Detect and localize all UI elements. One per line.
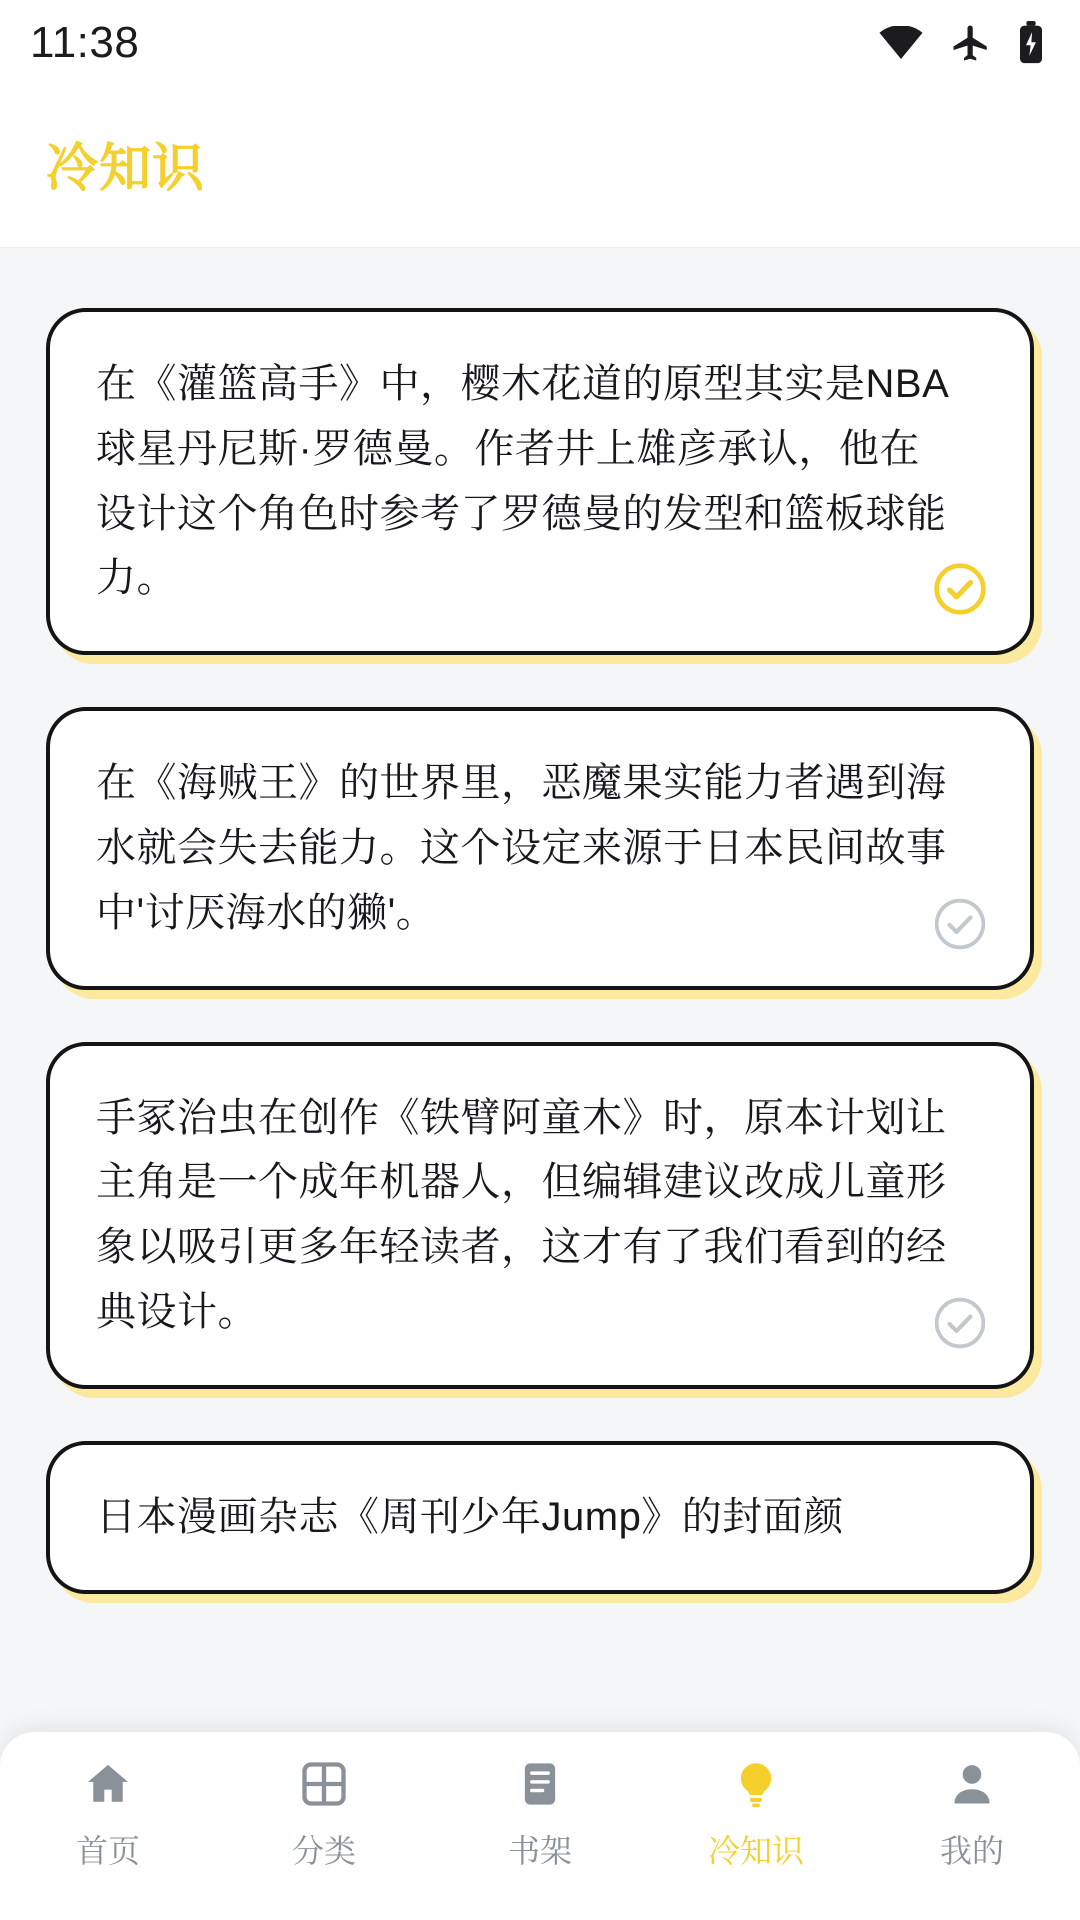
tab-label: 我的 [939,1833,1004,1869]
home-icon [82,1758,134,1810]
grid-icon [298,1758,350,1810]
fact-text: 在《海贼王》的世界里，恶魔果实能力者遇到海水就会失去能力。这个设定来源于日本民间故事中'讨厌海水的獭'。 [96,761,947,935]
airplane-mode-icon [950,22,992,64]
tab-profile[interactable] [864,1758,1080,1872]
fact-card[interactable] [46,308,1034,655]
check-circle-icon[interactable] [932,896,988,952]
tab-label: 分类 [291,1833,356,1869]
wifi-icon [878,26,924,60]
fact-card[interactable] [46,1042,1034,1389]
person-icon [946,1758,998,1810]
app-header [0,86,1080,248]
tab-label: 冷知识 [707,1833,804,1869]
bottom-navigation [0,1732,1080,1920]
status-icon-group [878,21,1044,65]
tab-home[interactable] [0,1758,216,1872]
fact-card[interactable] [46,707,1034,989]
status-time: 11:38 [30,18,140,67]
fact-text: 日本漫画杂志《周刊少年Jump》的封面颜 [96,1494,844,1539]
tab-facts[interactable] [648,1758,864,1872]
tab-bookshelf[interactable] [432,1758,648,1872]
fact-card[interactable] [46,1441,1034,1594]
fact-text: 手冢治虫在创作《铁臂阿童木》时，原本计划让主角是一个成年机器人，但编辑建议改成儿童形象以吸引更多年轻读者，这才有了我们看到的经典设计。 [96,1095,947,1334]
tab-label: 书架 [507,1833,572,1869]
lightbulb-icon [730,1758,782,1810]
fact-list[interactable] [0,248,1080,1920]
tab-categories[interactable] [216,1758,432,1872]
battery-charging-icon [1018,21,1044,65]
tab-label: 首页 [75,1833,140,1869]
check-circle-icon[interactable] [932,561,988,617]
page-title: 冷知识 [46,140,206,198]
check-circle-icon[interactable] [932,1295,988,1351]
book-icon [514,1758,566,1810]
status-bar [0,0,1080,86]
fact-text: 在《灌篮高手》中，樱木花道的原型其实是NBA球星丹尼斯·罗德曼。作者井上雄彦承认，他在设计这个角色时参考了罗德曼的发型和篮板球能力。 [96,362,950,601]
